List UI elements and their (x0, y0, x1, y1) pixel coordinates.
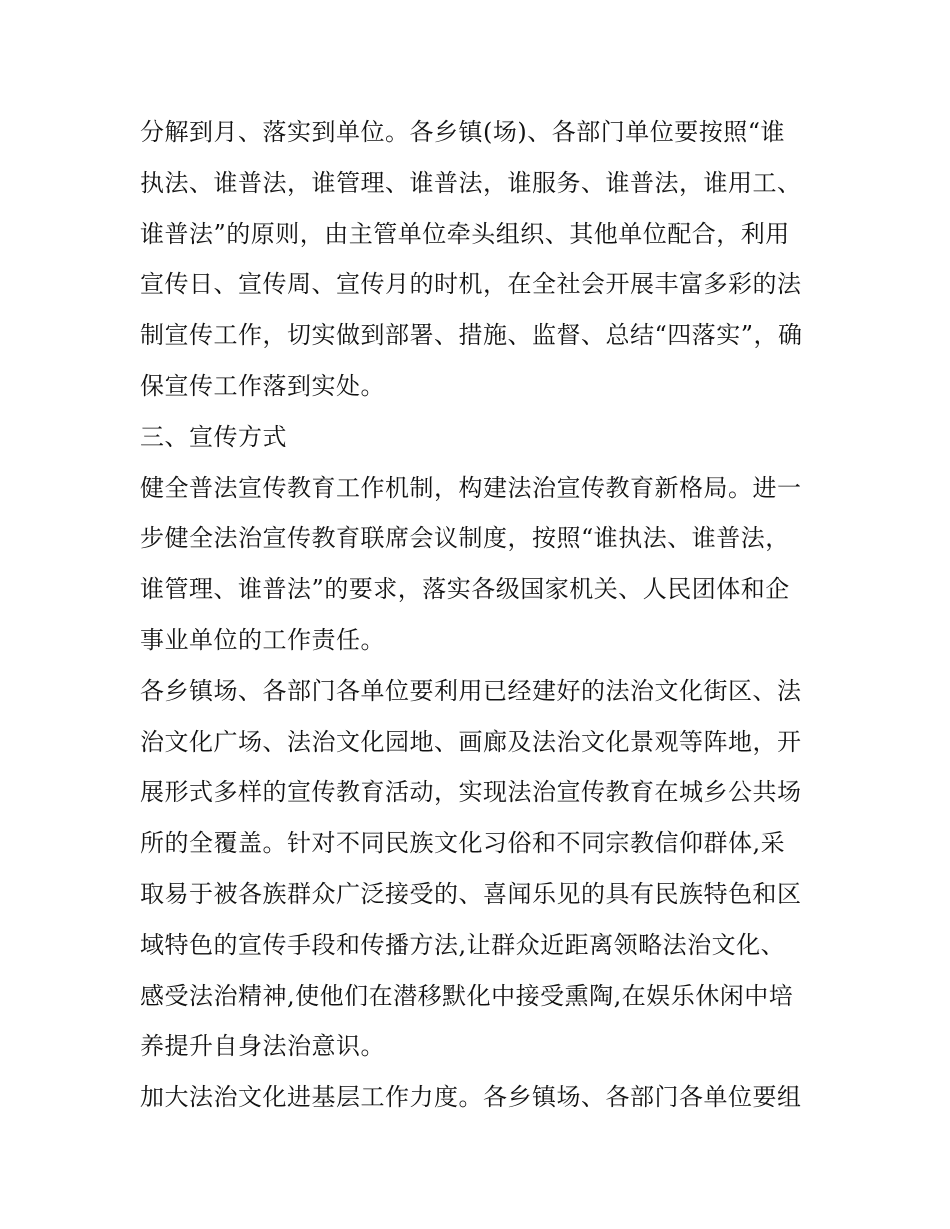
text-line-18: 感受法治精神,使他们在潜移默化中接受熏陶,在娱乐休闲中培 (140, 981, 794, 1010)
text-line-11: 事业单位的工作责任。 (140, 625, 385, 654)
text-line-6: 保宣传工作落到实处。 (140, 371, 385, 400)
text-line-12: 各乡镇场、各部门各单位要利用已经建好的法治文化街区、法 (140, 676, 802, 705)
text-line-20: 加大法治文化进基层工作力度。各乡镇场、各部门各单位要组 (140, 1083, 802, 1112)
text-line-13: 治文化广场、法治文化园地、画廊及法治文化景观等阵地，开 (140, 727, 802, 756)
text-line-8: 健全普法宣传教育工作机制，构建法治宣传教育新格局。进一 (140, 473, 802, 502)
body-text (140, 107, 820, 1123)
text-line-15: 所的全覆盖。针对不同民族文化习俗和不同宗教信仰群体,采 (140, 829, 786, 858)
section-heading: 三、宣传方式 (140, 422, 287, 451)
text-line-14: 展形式多样的宣传教育活动，实现法治宣传教育在城乡公共场 (140, 778, 802, 807)
text-line-16: 取易于被各族群众广泛接受的、喜闻乐见的具有民族特色和区 (140, 879, 802, 908)
text-line-1: 分解到月、落实到单位。各乡镇(场)、各部门单位要按照“谁 (140, 118, 785, 146)
text-line-4: 宣传日、宣传周、宣传月的时机，在全社会开展丰富多彩的法 (140, 270, 802, 299)
text-line-17: 域特色的宣传手段和传播方法,让群众近距离领略法治文化、 (140, 930, 786, 959)
text-line-9: 步健全法治宣传教育联席会议制度，按照“谁执法、谁普法， (140, 524, 790, 553)
text-line-2: 执法、谁普法，谁管理、谁普法，谁服务、谁普法，谁用工、 (140, 168, 802, 197)
text-line-10: 谁管理、谁普法”的要求，落实各级国家机关、人民团体和企 (140, 575, 790, 604)
text-line-3: 谁普法”的原则，由主管单位牵头组织、其他单位配合，利用 (140, 219, 790, 248)
text-line-5: 制宣传工作，切实做到部署、措施、监督、总结“四落实”，确 (140, 321, 803, 350)
text-line-19: 养提升自身法治意识。 (140, 1032, 385, 1061)
